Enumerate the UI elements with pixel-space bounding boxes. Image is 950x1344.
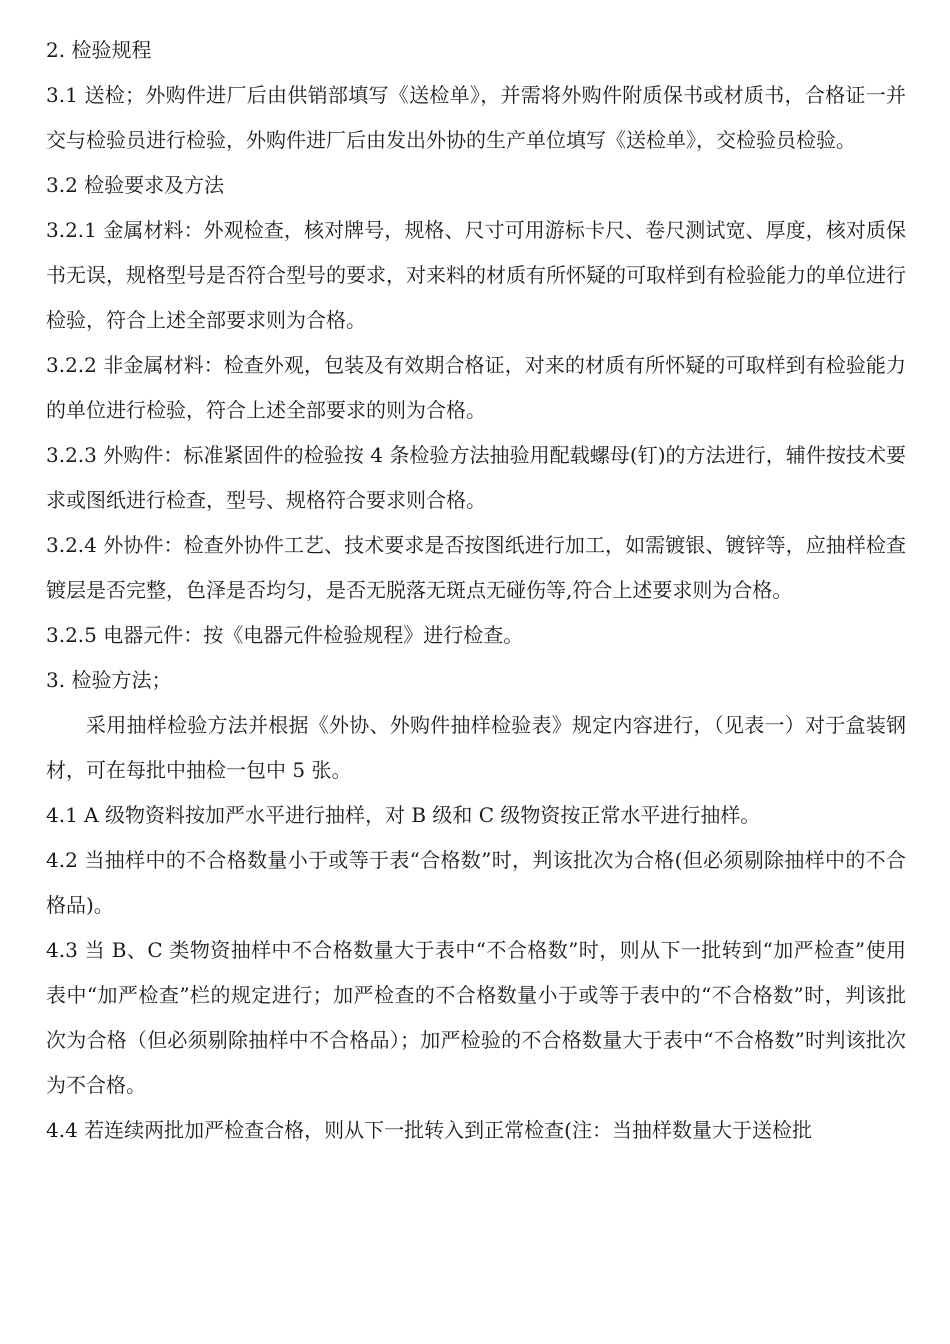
paragraph-3-2-1: 3.2.1 金属材料：外观检查，核对牌号，规格、尺寸可用游标卡尺、卷尺测试宽、厚度，核对质保书无误，规格型号是否符合型号的要求，对来料的材质有所怀疑的可取样到有检验能力的单位进行检验，符合上述全部要求则为合格。 [46, 218, 906, 332]
paragraph-3-2-2: 3.2.2 非金属材料：检查外观，包装及有效期合格证，对来的材质有所怀疑的可取样到有检验能力的单位进行检验，符合上述全部要求的则为合格。 [46, 353, 906, 422]
paragraph-3-1: 3.1 送检；外购件进厂后由供销部填写《送检单》，并需将外购件附质保书或材质书，合格证一并交与检验员进行检验，外购件进厂后由发出外协的生产单位填写《送检单》，交检验员检验。 [46, 83, 906, 152]
paragraph-4-1: 4.1 A 级物资料按加严水平进行抽样，对 B 级和 C 级物资按正常水平进行抽样。 [46, 803, 761, 827]
paragraph-3-2-4: 3.2.4 外协件：检查外协件工艺、技术要求是否按图纸进行加工，如需镀银、镀锌等，应抽样检查镀层是否完整，色泽是否均匀，是否无脱落无斑点无碰伤等,符合上述要求则为合格。 [46, 533, 906, 602]
section-heading-2: 2. 检验规程 [46, 38, 152, 62]
paragraph-3-2: 3.2 检验要求及方法 [46, 173, 225, 197]
paragraph-4-4: 4.4 若连续两批加严检查合格，则从下一批转入到正常检查(注：当抽样数量大于送检批 [46, 1118, 812, 1142]
paragraph-method: 采用抽样检验方法并根据《外协、外购件抽样检验表》规定内容进行，（见表一）对于盒装钢材，可在每批中抽检一包中 5 张。 [46, 713, 906, 782]
paragraph-4-3: 4.3 当 B、C 类物资抽样中不合格数量大于表中“不合格数”时，则从下一批转到“加严检查”使用表中“加严检查”栏的规定进行；加严检查的不合格数量小于或等于表中的“不合格数”时，判该批次为合格（但必须剔除抽样中不合格品）；加严检验的不合格数量大于表中“不合格数”时判该批次为不合格。 [46, 938, 906, 1097]
paragraph-3-2-3: 3.2.3 外购件：标准紧固件的检验按 4 条检验方法抽验用配载螺母(钉)的方法进行，辅件按技术要求或图纸进行检查，型号、规格符合要求则合格。 [46, 443, 906, 512]
paragraph-4-2: 4.2 当抽样中的不合格数量小于或等于表“合格数”时，判该批次为合格(但必须剔除抽样中的不合格品)。 [46, 848, 906, 917]
paragraph-3-2-5: 3.2.5 电器元件：按《电器元件检验规程》进行检查。 [46, 623, 524, 647]
section-heading-3: 3. 检验方法； [46, 668, 172, 692]
